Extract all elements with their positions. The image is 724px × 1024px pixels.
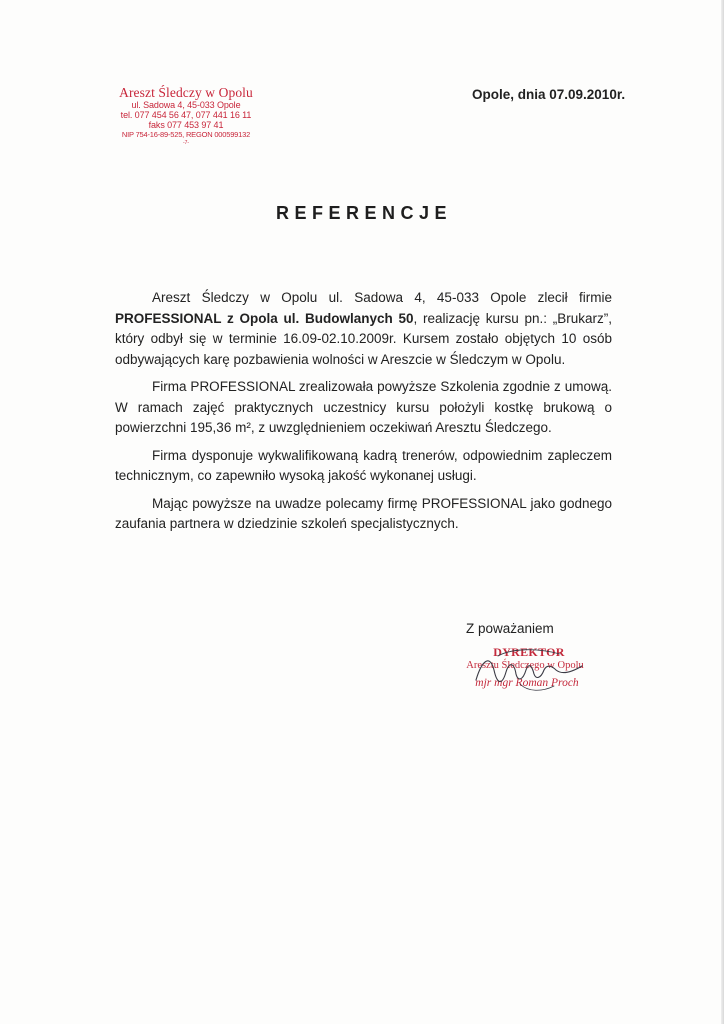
stamp-ids: NIP 754-16-89-525, REGON 000599132	[121, 130, 251, 139]
director-institution: Aresztu Śledczego w Opolu	[466, 660, 584, 671]
document-title	[0, 203, 724, 224]
paragraph-1-start: Areszt Śledczy w Opolu ul. Sadowa 4, 45-033 Opole zlecił firmie	[152, 290, 612, 305]
paragraph-2: Firma PROFESSIONAL zrealizowała powyższe Szkolenia zgodnie z umową. W ramach zajęć praktycznych uczestnicy kursu położyli kostkę brukową o powierzchni 195,36 m², z uwzględnieniem oczekiwań Aresztu Śledczego.	[115, 379, 612, 435]
director-role: DYREKTOR	[493, 645, 565, 659]
document-title-text: REFERENCJE	[275, 203, 453, 223]
closing-salutation: Z poważaniem	[466, 621, 554, 636]
paragraph-4: Mając powyższe na uwadze polecamy firmę PROFESSIONAL jako godnego zaufania partnera w dziedzinie szkoleń specjalistycznych.	[115, 495, 612, 531]
letter-body	[115, 288, 612, 542]
paragraph-1-company: PROFESSIONAL z Opola ul. Budowlanych 50	[115, 310, 414, 326]
stamp-address: ul. Sadowa 4, 45-033 Opole	[131, 100, 241, 110]
paragraph-1-end: , realizację kursu pn.: „Brukarz”, który odbył się w terminie 16.09-02.10.2009r. Kursem zostało objętych 10 osób odbywających karę pozbawienia wolności w Areszcie w Śledczym w Opolu.	[115, 310, 612, 367]
letter-date: Opole, dnia 07.09.2010r.	[472, 87, 626, 102]
paragraph-1	[115, 288, 612, 370]
stamp-fax: faks 077 453 97 41	[148, 120, 224, 130]
director-name: mjr mgr Roman Proch	[475, 677, 579, 689]
stamp-mark: -7-	[182, 140, 190, 146]
header-stamp	[96, 85, 276, 146]
paragraph-3: Firma dysponuje wykwalifikowaną kadrą trenerów, odpowiednim zapleczem technicznym, co zapewniło wysoką jakość wykonanej usługi.	[115, 447, 612, 483]
stamp-title: Areszt Śledczy w Opolu	[119, 85, 253, 100]
stamp-phone: tel. 077 454 56 47, 077 441 16 11	[120, 110, 252, 120]
handwritten-signature	[468, 640, 588, 700]
